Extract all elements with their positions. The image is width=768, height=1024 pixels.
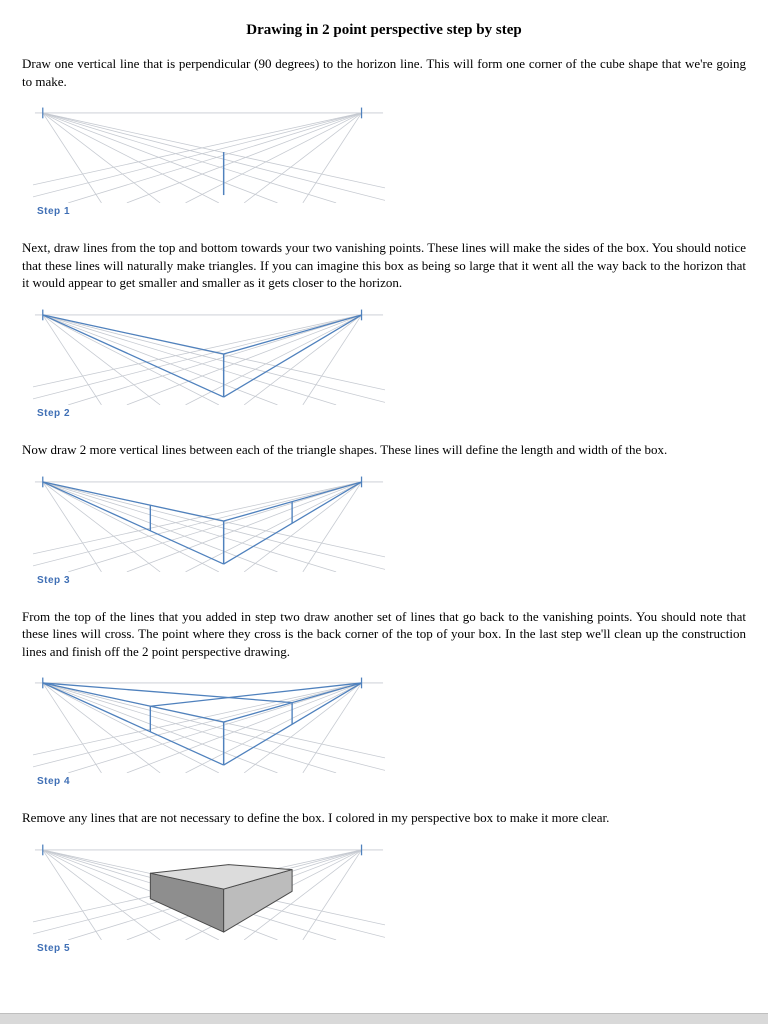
step-5-label: Step 5 [37, 942, 71, 954]
construction-line [244, 315, 361, 405]
perspective-drawing-step-3 [33, 474, 385, 572]
construction-line [43, 113, 336, 203]
construction-line [43, 113, 278, 203]
construction-line [43, 850, 102, 940]
step-2-label: Step 2 [37, 407, 71, 419]
step-1-label: Step 1 [37, 206, 71, 218]
step-1-diagram [33, 105, 389, 217]
section-step-1 [22, 55, 746, 217]
step-4-diagram [33, 675, 389, 787]
construction-line [303, 113, 362, 203]
instruction-paragraph-2: Next, draw lines from the top and bottom towards your two vanishing points. These lines will make the sides of the box. You should notice that these lines will naturally make triangles. If you can imagine this box as being so large that it went all the way back to the horizon that it would appear to get smaller and smaller as it gets closer to the horizon. [22, 240, 746, 291]
perspective-drawing-step-2 [33, 307, 385, 405]
construction-line [43, 315, 219, 405]
construction-line [186, 113, 362, 203]
bottom-edge-to-right-vp [224, 315, 362, 397]
page-title: Drawing in 2 point perspective step by step [246, 22, 522, 38]
perspective-drawing-step-4 [33, 675, 385, 773]
construction-line [43, 315, 278, 405]
construction-line [244, 481, 361, 571]
step-3-label: Step 3 [37, 574, 71, 586]
construction-line [33, 113, 362, 203]
instruction-paragraph-3: Now draw 2 more vertical lines between each of the triangle shapes. These lines will define the length and width of the box. [22, 441, 668, 457]
construction-line [68, 315, 361, 405]
construction-line [43, 315, 336, 405]
construction-line [43, 683, 219, 773]
construction-line [43, 481, 336, 571]
top-edge-to-left-vp [43, 683, 224, 722]
instruction-paragraph-5: Remove any lines that are not necessary to define the box. I colored in my perspective box to make it more clear. [22, 810, 610, 826]
construction-line [33, 113, 362, 203]
construction-line [68, 113, 361, 203]
perspective-drawing-step-5 [33, 842, 385, 940]
section-step-2 [22, 239, 746, 419]
construction-line [303, 850, 362, 940]
step-2-diagram [33, 307, 389, 419]
construction-line [43, 113, 160, 203]
construction-line [127, 315, 362, 405]
step-4-label: Step 4 [37, 776, 71, 788]
section-step-5 [22, 809, 746, 954]
perspective-drawing-step-1 [33, 105, 385, 203]
top-edge-to-left-vp [43, 315, 224, 354]
section-step-4 [22, 608, 746, 788]
step-3-diagram [33, 474, 389, 586]
construction-line [127, 481, 362, 571]
construction-line [43, 113, 219, 203]
top-edge-to-left-vp [43, 481, 224, 520]
construction-line [43, 481, 219, 571]
construction-line [43, 683, 336, 773]
instruction-paragraph-1: Draw one vertical line that is perpendicular (90 degrees) to the horizon line. This will form one corner of the cube shape that we're going to make. [22, 56, 746, 89]
construction-line [244, 113, 361, 203]
construction-line [68, 481, 361, 571]
construction-line [127, 113, 362, 203]
instruction-paragraph-4: From the top of the lines that you added in step two draw another set of lines that go back to the vanishing points. You should note that these lines will cross. The point where they cross is the back corner of the top of your box. In the last step we'll clean up the construction lines and finish off the 2 point perspective drawing. [22, 608, 746, 659]
step-5-diagram [33, 842, 389, 954]
construction-line [43, 481, 278, 571]
construction-line [43, 113, 102, 203]
construction-line [244, 683, 361, 773]
section-step-3 [22, 441, 746, 586]
top-edge-to-right-vp [224, 315, 362, 354]
construction-line [43, 850, 160, 940]
back-edge-to-right-vp [150, 683, 361, 706]
